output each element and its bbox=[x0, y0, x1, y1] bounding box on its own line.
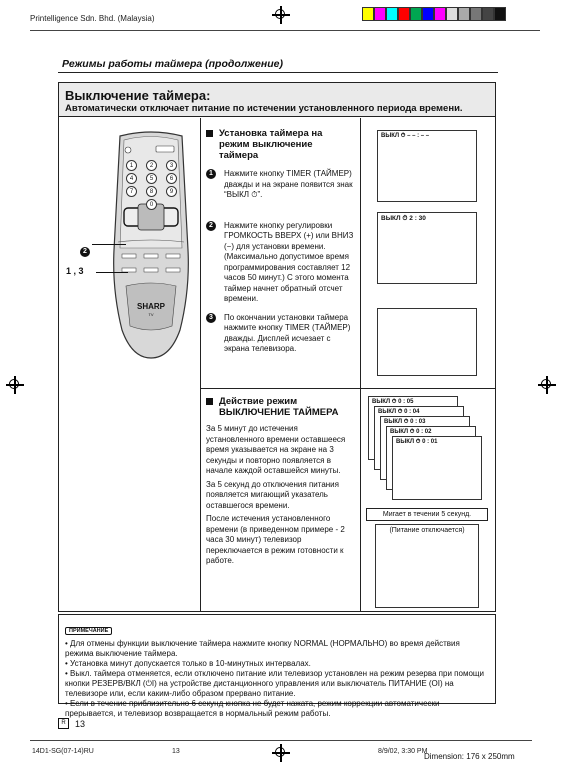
note-item: • Выкл. таймера отменяется, если отключено питание или телевизор установлен на режим резерва при помощи кнопки РЕЗЕРВ/ВКЛ (⏻I) на устройстве дистанционного управления или выключатель ПИТАНИЕ (OI) на телевизоре или, если каким-либо образом прервано питание. bbox=[65, 669, 484, 698]
countdown-label: ВЫКЛ ⏱ 0 : 01 bbox=[396, 439, 438, 445]
color-swatch bbox=[374, 7, 386, 21]
row-divider bbox=[200, 388, 496, 389]
countdown-label: ВЫКЛ ⏱ 0 : 05 bbox=[372, 399, 414, 405]
note-tag: ПРИМЕЧАНИЕ bbox=[65, 627, 112, 635]
notes-list bbox=[65, 639, 489, 719]
square-bullet-icon bbox=[206, 398, 213, 405]
color-swatch bbox=[434, 7, 446, 21]
box-title-area bbox=[59, 83, 495, 117]
crop-mark-top bbox=[272, 6, 290, 24]
note-item: • Установка минут допускается только в 10-минутных интервалах. bbox=[65, 659, 311, 668]
setup-column bbox=[206, 128, 356, 355]
remote-key-5: 5 bbox=[146, 173, 157, 184]
remote-brand: SHARP bbox=[136, 302, 165, 311]
color-swatch bbox=[470, 7, 482, 21]
countdown-label: ВЫКЛ ⏱ 0 : 02 bbox=[390, 429, 432, 435]
file-name: 14D1-SG(07-14)RU bbox=[32, 748, 94, 755]
dimension-label: Dimension: 176 x 250mm bbox=[424, 752, 515, 761]
action-paragraph-2: За 5 секунд до отключения питания появляется мигающий указатель оставшегося времени. bbox=[206, 479, 339, 510]
countdown-screen bbox=[392, 436, 482, 500]
color-swatch bbox=[362, 7, 374, 21]
callout-2-line bbox=[92, 244, 126, 245]
tv-screen-3 bbox=[377, 308, 477, 376]
remote-key-9: 9 bbox=[166, 186, 177, 197]
remote-control-illustration bbox=[110, 130, 192, 360]
color-swatch bbox=[386, 7, 398, 21]
crop-mark-right bbox=[538, 376, 556, 394]
note-item: • Для отмены функции выключение таймера нажмите кнопку NORMAL (НОРМАЛЬНО) во время действия режима выключение таймера. bbox=[65, 639, 460, 658]
countdown-screen-stack bbox=[368, 396, 492, 506]
tv-screen-2: ВЫКЛ ⏱ 2 : 30 bbox=[377, 212, 477, 284]
action-heading: Действие режим ВЫКЛЮЧЕНИЕ ТАЙМЕРА bbox=[206, 396, 356, 418]
color-swatch bbox=[482, 7, 494, 21]
print-date: 8/9/02, 3:30 PM bbox=[378, 748, 428, 755]
countdown-label: ВЫКЛ ⏱ 0 : 03 bbox=[384, 419, 426, 425]
blink-caption: Мигает в течении 5 секунд. bbox=[366, 508, 488, 521]
remote-tv-label: TV bbox=[148, 312, 154, 317]
countdown-label: ВЫКЛ ⏱ 0 : 04 bbox=[378, 409, 420, 415]
region-badge: R bbox=[58, 718, 69, 729]
section-rule bbox=[58, 72, 498, 73]
remote-key-8: 8 bbox=[146, 186, 157, 197]
notes-box bbox=[58, 614, 496, 718]
remote-key-3: 3 bbox=[166, 160, 177, 171]
setup-step-3: 3 По окончании установки таймера нажмите кнопку TIMER (ТАЙМЕР) дважды. Дисплей исчезает с экрана телевизора. bbox=[206, 313, 356, 355]
action-paragraph-1: За 5 минут до истечения установленного времени оставшееся время указывается на экране на 3 секунды и повторно появляется в начале каждой оставшейся минуты. bbox=[206, 424, 346, 475]
callout-2: 2 bbox=[80, 240, 90, 258]
color-swatch bbox=[398, 7, 410, 21]
callout-1-3: 1 , 3 bbox=[66, 266, 84, 276]
color-swatch bbox=[446, 7, 458, 21]
footer-center-num: 13 bbox=[172, 748, 180, 755]
color-swatch bbox=[410, 7, 422, 21]
color-swatch bbox=[422, 7, 434, 21]
color-calibration-bar bbox=[362, 7, 506, 21]
remote-key-4: 4 bbox=[126, 173, 137, 184]
page-number-area bbox=[58, 718, 85, 729]
action-paragraph-3: После истечения установленного времени (в приведенном примере - 2 часа 30 минут) телевизор переключается в режим готовности к работе. bbox=[206, 514, 345, 565]
setup-heading: Установка таймера на режим выключение таймера bbox=[206, 128, 356, 161]
color-swatch bbox=[458, 7, 470, 21]
printer-name: Printelligence Sdn. Bhd. (Malaysia) bbox=[30, 14, 155, 23]
box-title: Выключение таймера: bbox=[65, 88, 211, 103]
action-column bbox=[206, 396, 356, 567]
remote-key-1: 1 bbox=[126, 160, 137, 171]
setup-step-1: 1 Нажмите кнопку TIMER (ТАЙМЕР) дважды и на экране появится знак “ВЫКЛ ⏱”. bbox=[206, 169, 356, 201]
column-divider-2 bbox=[360, 118, 361, 612]
setup-step-2: 2 Нажмите кнопку регулировки ГРОМКОСТЬ ВВЕРХ (+) или ВНИЗ (−) для установки времени. (Максимально допустимое время программирования составляет 12 часов 50 минут.) С этого момента таймер начнет обратный отсчет времени. bbox=[206, 221, 356, 305]
column-divider-1 bbox=[200, 118, 201, 612]
box-subtitle: Автоматически отключает питание по истечении установленного периода времени. bbox=[65, 103, 463, 114]
square-bullet-icon bbox=[206, 130, 213, 137]
page-number: 13 bbox=[75, 718, 86, 729]
crop-mark-bottom bbox=[272, 744, 290, 762]
remote-key-6: 6 bbox=[166, 173, 177, 184]
remote-key-2: 2 bbox=[146, 160, 157, 171]
section-title: Режимы работы таймера (продолжение) bbox=[62, 58, 283, 70]
callout-1-3-line bbox=[96, 272, 128, 273]
crop-mark-left bbox=[6, 376, 24, 394]
tv-screen-1: ВЫКЛ ⏱ – – : – – bbox=[377, 130, 477, 202]
remote-key-7: 7 bbox=[126, 186, 137, 197]
note-item: • Если в течение приблизительно 6 секунд кнопка не будет нажата, режим коррекции автоматически прерывается, и телевизор возвращается в нормальный режим работы. bbox=[65, 699, 440, 718]
power-off-screen: (Питание отключается) bbox=[375, 524, 479, 608]
remote-key-0: 0 bbox=[146, 199, 157, 210]
color-swatch bbox=[494, 7, 506, 21]
footer-rule bbox=[30, 740, 532, 741]
header-rule bbox=[30, 30, 540, 31]
